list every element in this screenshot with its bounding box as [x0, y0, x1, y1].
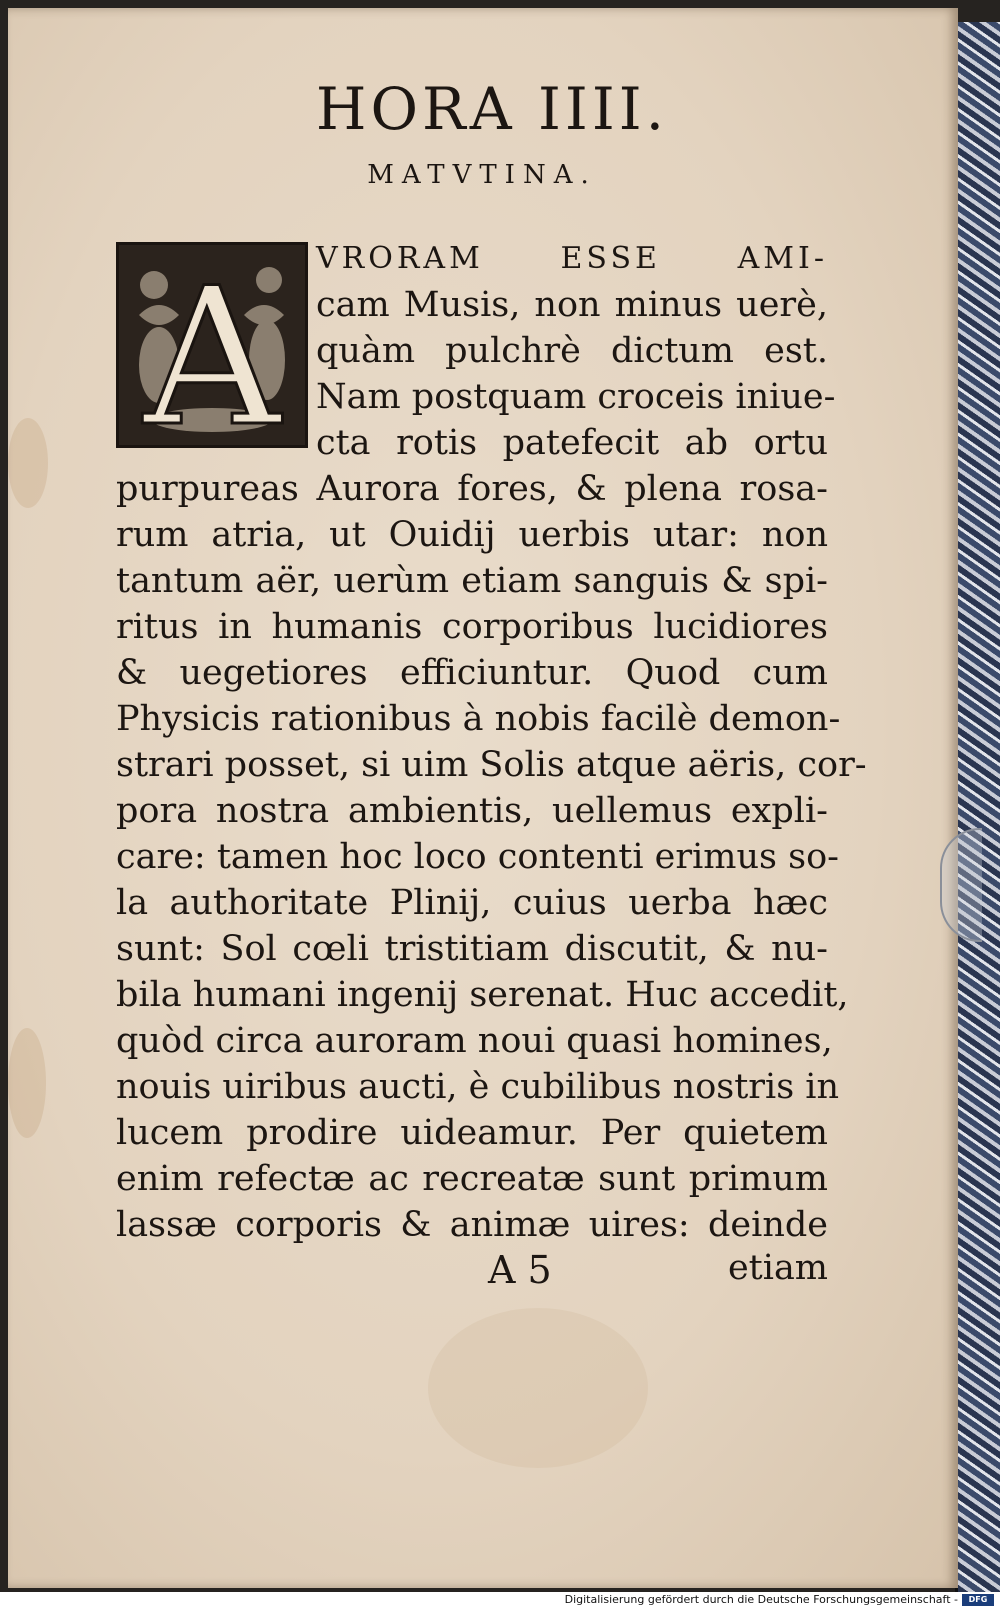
footer-credit: Digitalisierung gefördert durch die Deutsche Forschungsgemeinschaft -: [564, 1593, 958, 1606]
text-line: ritus in humanis corporibus lucidiores: [116, 607, 828, 647]
signature-line: [116, 1248, 828, 1298]
text-line: rum atria, ut Ouidij uerbis utar: non: [116, 515, 828, 555]
catchword: etiam: [727, 1248, 828, 1288]
text-line: VRORAM ESSE AMI-: [316, 241, 828, 276]
text-line: quàm pulchrè dictum est.: [316, 331, 828, 371]
text-line: enim refectæ ac recreatæ sunt primum: [116, 1159, 828, 1199]
text-line: bila humani ingenij serenat. Huc accedit,: [116, 975, 849, 1015]
text-line: cam Musis, non minus uerè,: [316, 285, 828, 325]
book-page: [8, 8, 958, 1588]
text-line: purpureas Aurora fores, & plena rosa-: [116, 469, 828, 509]
text-line: Physicis rationibus à nobis facilè demon-: [116, 699, 841, 739]
page-stain: [8, 418, 48, 508]
text-line: nouis uiribus aucti, è cubilibus nostris in: [116, 1067, 840, 1107]
text-line: cta rotis patefecit ab ortu: [316, 423, 828, 463]
text-block: [116, 68, 867, 1292]
text-line: lucem prodire uideamur. Per quietem: [116, 1113, 828, 1153]
dfg-logo-icon: DFG: [962, 1594, 994, 1606]
text-line: care: tamen hoc loco contenti erimus so-: [116, 837, 839, 877]
page-heading: HORA IIII.: [315, 75, 669, 143]
digitization-footer: [0, 1592, 1000, 1608]
text-line: & uegetiores efficiuntur. Quod cum: [116, 653, 828, 693]
text-line: lassæ corporis & animæ uires: deinde: [116, 1205, 828, 1245]
text-line: pora nostra ambientis, uellemus expli-: [116, 791, 828, 831]
text-line: quòd circa auroram noui quasi homines,: [116, 1021, 833, 1061]
text-line: tantum aër, uerùm etiam sanguis & spi-: [116, 561, 828, 601]
page-clip: [940, 828, 982, 942]
initial-letter-glyph: A: [143, 247, 281, 445]
book-binding: [955, 22, 1000, 1592]
text-line: Nam postquam croceis iniue-: [316, 377, 836, 417]
page-subheading: MATVTINA.: [367, 160, 597, 190]
body-text: [116, 236, 867, 1298]
signature-mark: A 5: [488, 1248, 552, 1292]
text-line: strari posset, si uim Solis atque aëris, cor-: [116, 745, 867, 785]
text-line: la authoritate Plinij, cuius uerba hæc: [116, 883, 828, 923]
page-stain: [428, 1308, 648, 1468]
text-line: sunt: Sol cœli tristitiam discutit, & nu-: [116, 929, 828, 969]
page-stain: [8, 1028, 46, 1138]
